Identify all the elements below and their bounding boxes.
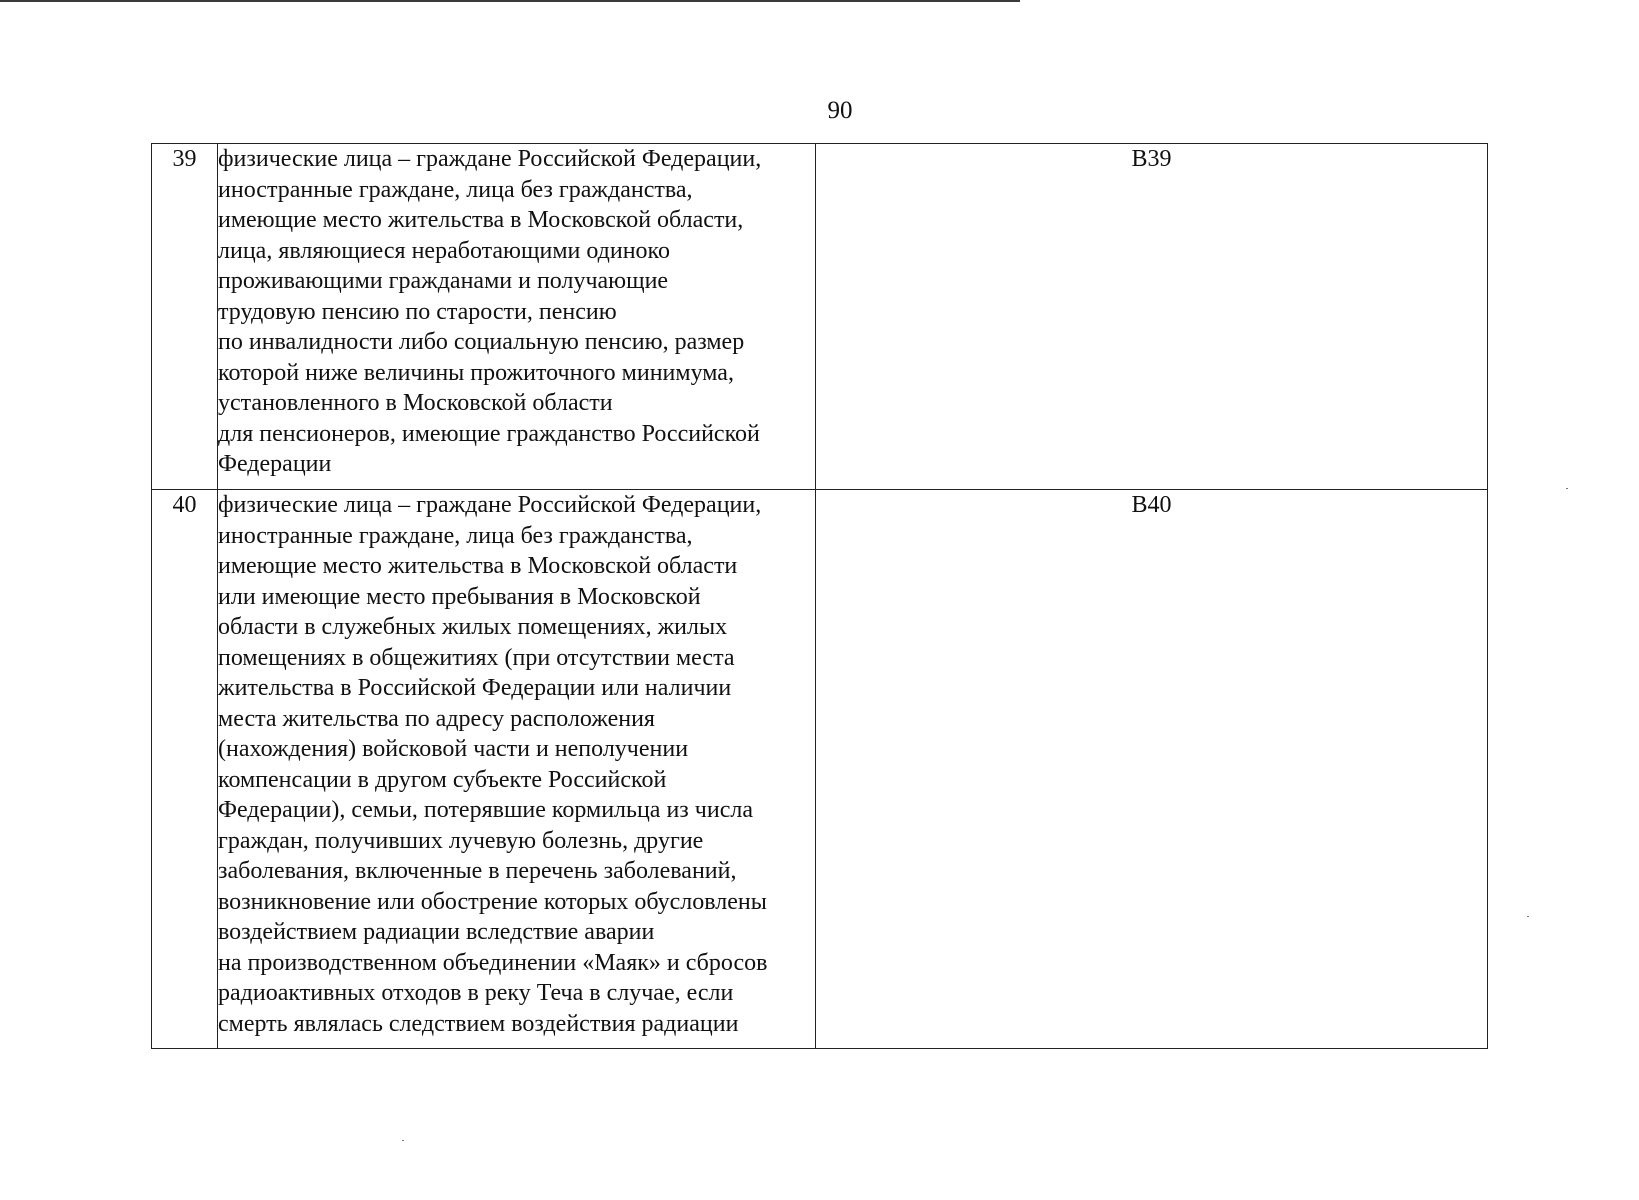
description-line: трудовую пенсию по старости, пенсию [218, 298, 617, 325]
description-line: физические лица – граждане Российской Федерации, [218, 146, 762, 172]
table-row [152, 144, 1488, 490]
description-line: (нахождения) войсковой части и неполучении [218, 736, 689, 762]
description-line: имеющие место жительства в Московской области [218, 553, 738, 579]
description-line: возникновение или обострение которых обусловлены [218, 888, 767, 915]
scan-speck [402, 1140, 404, 1141]
description-line: иностранные граждане, лица без гражданства, [218, 176, 693, 203]
description-line: места жительства по адресу расположения [218, 705, 655, 732]
description-line: установленного в Московской области [218, 390, 613, 416]
description-line: Федерации), семьи, потерявшие кормильца из числа [218, 797, 753, 823]
scan-speck [1566, 488, 1568, 489]
category-description-cell [218, 490, 816, 1049]
category-code-cell: В40 [816, 490, 1488, 1049]
description-line: смерть являлась следствием воздействия радиации [218, 1010, 739, 1037]
description-line: воздействием радиации вследствие аварии [218, 919, 655, 945]
page-number: 90 [827, 97, 853, 124]
description-line: имеющие место жительства в Московской области, [218, 207, 744, 233]
category-description-cell [218, 144, 816, 490]
description-line: лица, являющиеся неработающими одиноко [218, 237, 670, 264]
description-line: Федерации [218, 451, 332, 477]
description-line: жительства в Российской Федерации или наличии [218, 675, 732, 701]
description-line: физические лица – граждане Российской Федерации, [218, 492, 762, 518]
description-line: радиоактивных отходов в реку Теча в случае, если [218, 980, 734, 1006]
benefit-category-table [151, 143, 1488, 1049]
description-line: для пенсионеров, имеющие гражданство Российской [218, 420, 760, 447]
description-line: по инвалидности либо социальную пенсию, размер [218, 329, 745, 355]
category-code-cell: В39 [816, 144, 1488, 490]
description-line: или имеющие место пребывания в Московской [218, 583, 701, 610]
description-line: помещениях в общежитиях (при отсутствии места [218, 644, 735, 671]
description-line: граждан, получивших лучевую болезнь, другие [218, 827, 704, 854]
description-line: на производственном объединении «Маяк» и сбросов [218, 949, 768, 976]
description-line: заболевания, включенные в перечень заболеваний, [218, 858, 737, 884]
scan-top-edge-line [0, 0, 1020, 2]
description-line: компенсации в другом субъекте Российской [218, 766, 667, 793]
row-number-cell: 39 [152, 144, 218, 490]
description-line: проживающими гражданами и получающие [218, 268, 669, 294]
description-line: области в служебных жилых помещениях, жилых [218, 614, 728, 640]
scan-speck [1527, 916, 1529, 917]
table-row [152, 490, 1488, 1049]
description-line: которой ниже величины прожиточного минимума, [218, 359, 734, 386]
row-number-cell: 40 [152, 490, 218, 1049]
description-line: иностранные граждане, лица без гражданства, [218, 522, 693, 549]
